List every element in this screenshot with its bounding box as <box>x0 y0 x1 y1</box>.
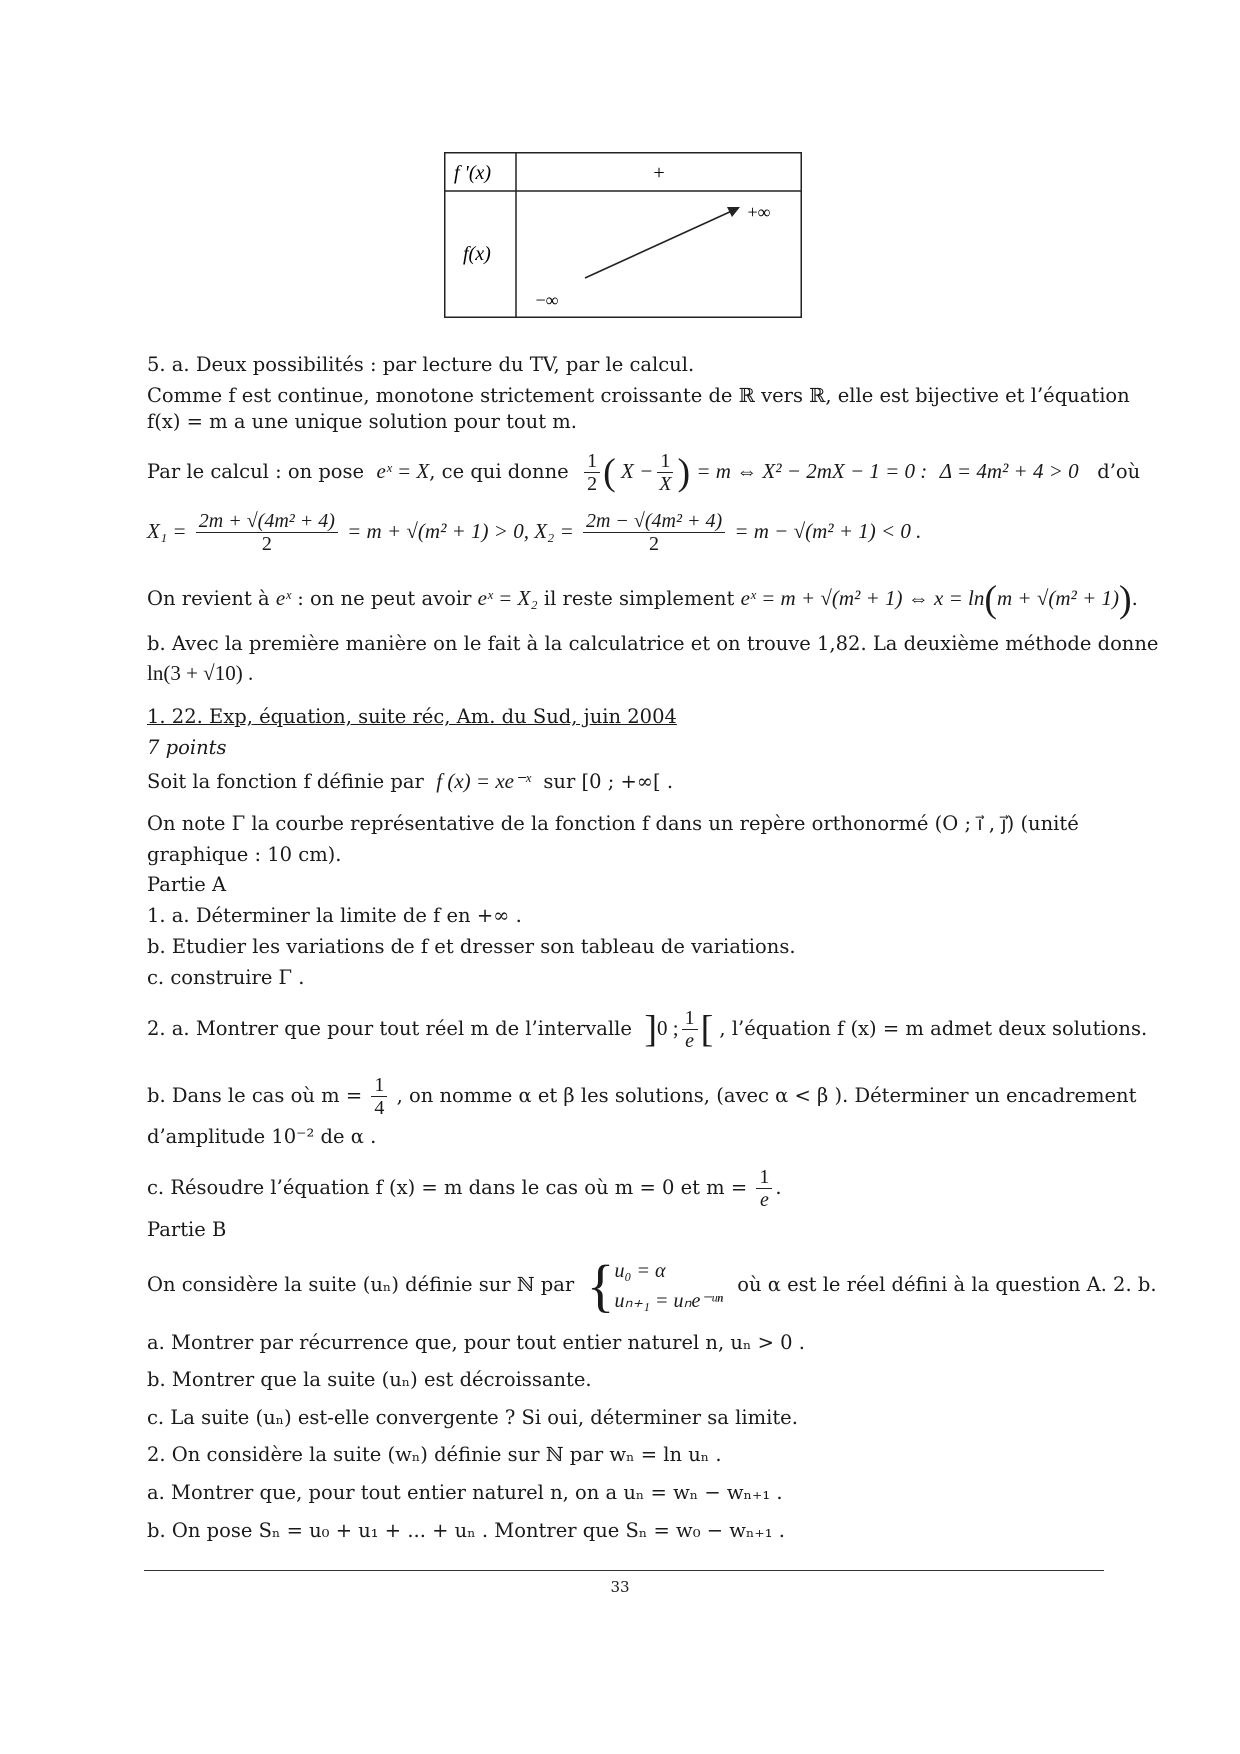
question-a2b-line2: d’amplitude 10⁻² de α . <box>147 1125 377 1148</box>
section5-a-line1-text: Comme f est continue, monotone strictement croissante de ℝ vers ℝ, elle est bijective et l’équation <box>147 384 1130 407</box>
question-b2: 2. On considère la suite (wₙ) définie sur ℕ par wₙ = ln uₙ . <box>147 1443 722 1466</box>
brace-icon: { <box>586 1252 615 1318</box>
table-row1-value: + <box>653 162 665 184</box>
question-b2b: b. On pose Sₙ = u₀ + u₁ + ... + uₙ . Montrer que Sₙ = w₀ − wₙ₊₁ . <box>147 1519 785 1542</box>
def-suffix: sur [0 ; +∞[ . <box>543 770 674 793</box>
calc-prefix: Par le calcul : on pose <box>147 460 365 483</box>
a2a-frac-num: 1 <box>682 1007 698 1030</box>
calc-suffix: d’où <box>1097 460 1141 483</box>
x2-numerator: 2m − √(4m² + 4) <box>583 510 725 533</box>
b-suffix: où α est le réel défini à la question A. 2. b. <box>737 1273 1157 1296</box>
system-line1: u₀ = α <box>614 1259 666 1282</box>
a2c-prefix: c. Résoudre l’équation f (x) = m dans le cas où m = 0 et m = <box>147 1176 748 1199</box>
section5-a-intro: 5. a. Deux possibilités : par lecture du TV, par le calcul. <box>147 353 695 376</box>
one-over-x-fraction: $\frac{1}{X}$ <box>659 450 672 495</box>
table-row1-label: f '(x) <box>454 162 492 184</box>
calc-mid: , ce qui donne <box>429 460 569 483</box>
question-a2b <box>147 1068 1136 1124</box>
x1-numerator: 2m + √(4m² + 4) <box>196 510 338 533</box>
question-a1a: 1. a. Déterminer la limite de f en +∞ . <box>147 904 522 927</box>
exercise-definition <box>147 768 673 795</box>
question-b-c: c. La suite (uₙ) est-elle convergente ? Si oui, déterminer sa limite. <box>147 1406 798 1429</box>
a2b-fraction <box>371 1074 387 1119</box>
a2b-suffix: , on nomme α et β les solutions, (avec α < β ). Déterminer un encadrement <box>396 1084 1137 1107</box>
partB-title: Partie B <box>147 1218 227 1241</box>
question-a2a: 2. a. Montrer que pour tout réel m de l’intervalle ]0 ; $\frac{1}{e}$ [ , l’équation f (x) = m admet deux solutions. <box>147 1007 1148 1052</box>
section5-b-line2: ln(3 + √10) . <box>147 661 254 685</box>
question-b-b: b. Montrer que la suite (uₙ) est décroissante. <box>147 1368 592 1391</box>
footer-rule <box>144 1570 1104 1571</box>
def-prefix: Soit la fonction f définie par <box>147 770 424 793</box>
revient-line: On revient à eˣ : on ne peut avoir eˣ = X₂ il reste simplement eˣ = m + √(m² + 1) ⇔ x = ln(m + √(m² + 1)). <box>147 578 1138 621</box>
x1-fraction <box>196 510 338 555</box>
a2a-frac-den: e <box>685 1030 694 1052</box>
b-prefix: On considère la suite (uₙ) définie sur ℕ par <box>147 1273 575 1296</box>
x1-result: = m + √(m² + 1) > 0, X₂ = <box>347 519 574 543</box>
revient-eq3: m + √(m² + 1) <box>997 586 1119 610</box>
gamma-line1: On note Γ la courbe représentative de la fonction f dans un repère orthonormé (O ; i⃗ , j⃗) (unité <box>147 812 1079 835</box>
x2-denominator: 2 <box>649 533 660 555</box>
a2b-frac-den: 4 <box>374 1097 385 1119</box>
increasing-arrow <box>585 210 734 278</box>
exercise-points: 7 points <box>147 736 227 759</box>
recurrence-system <box>615 1256 724 1316</box>
revient-ex: eˣ <box>275 586 292 610</box>
table-top-value: +∞ <box>747 202 771 222</box>
table-row2-label: f(x) <box>463 243 491 265</box>
calc-line: Par le calcul : on pose eˣ = X, ce qui donne $\frac{1}{2}$ ( X − $\frac{1}{X}$ ) = m ⇔ X² − 2mX − 1 = 0 : Δ = 4m² + 4 > 0 d’où <box>147 450 1141 495</box>
a2a-interval-left: 0 ; <box>656 1016 679 1040</box>
section5-b-line1: b. Avec la première manière on le fait à la calculatrice et on trouve 1,82. La deuxième méthode donne <box>147 632 1159 655</box>
table-bottom-value: −∞ <box>535 290 559 310</box>
x2-fraction <box>583 510 725 555</box>
a2a-suffix: , l’équation f (x) = m admet deux solutions. <box>719 1017 1148 1040</box>
a2b-prefix: b. Dans le cas où m = <box>147 1084 363 1107</box>
a2c-fraction <box>756 1166 772 1211</box>
x1-label: X₁ = <box>147 519 187 543</box>
question-a1c: c. construire Γ . <box>147 966 305 989</box>
calc-pose: eˣ = X <box>376 459 430 483</box>
partA-title: Partie A <box>147 873 227 896</box>
revient-mid2: il reste simplement <box>543 587 735 610</box>
page-number: 33 <box>610 1578 630 1596</box>
half-fraction: $\frac{1}{2}$ <box>584 450 600 495</box>
partB-suite-definition <box>147 1250 1157 1320</box>
calc-equation: = m ⇔ X² − 2mX − 1 = 0 : <box>696 459 928 483</box>
a2c-frac-den: e <box>759 1189 769 1211</box>
question-a2c: c. Résoudre l’équation f (x) = m dans le cas où m = 0 et m = $\frac{1}{e}$ . <box>147 1166 782 1211</box>
question-a1b: b. Etudier les variations de f et dresser son tableau de variations. <box>147 935 796 958</box>
section5-a-line2: f(x) = m a une unique solution pour tout m. <box>147 410 577 433</box>
system-line2: uₙ₊₁ = uₙe⁻ᵘⁿ <box>614 1289 724 1312</box>
section5-a-line1 <box>147 383 1130 409</box>
revient-mid: : on ne peut avoir <box>297 587 472 610</box>
a2a-prefix: 2. a. Montrer que pour tout réel m de l’intervalle <box>147 1017 632 1040</box>
x1-denominator: 2 <box>261 533 272 555</box>
variation-table <box>444 152 802 318</box>
a2c-frac-num: 1 <box>756 1166 772 1189</box>
gamma-line2: graphique : 10 cm). <box>147 843 342 866</box>
question-b-a: a. Montrer par récurrence que, pour tout entier naturel n, uₙ > 0 . <box>147 1331 805 1354</box>
a2a-fraction <box>682 1007 698 1052</box>
revient-prefix: On revient à <box>147 587 270 610</box>
revient-eq1: eˣ = X₂ <box>477 586 538 610</box>
exercise-heading: 1. 22. Exp, équation, suite réc, Am. du Sud, juin 2004 <box>147 705 677 728</box>
roots-line <box>147 506 921 557</box>
x2-result: = m − √(m² + 1) < 0 . <box>734 519 922 543</box>
question-b2a: a. Montrer que, pour tout entier naturel n, on a uₙ = wₙ − wₙ₊₁ . <box>147 1481 783 1504</box>
a2b-frac-num: 1 <box>371 1074 387 1097</box>
revient-eq2: eˣ = m + √(m² + 1) ⇔ x = ln <box>740 586 985 610</box>
def-formula: f (x) = xe⁻ˣ <box>436 769 531 793</box>
calc-delta: Δ = 4m² + 4 > 0 <box>939 459 1079 483</box>
